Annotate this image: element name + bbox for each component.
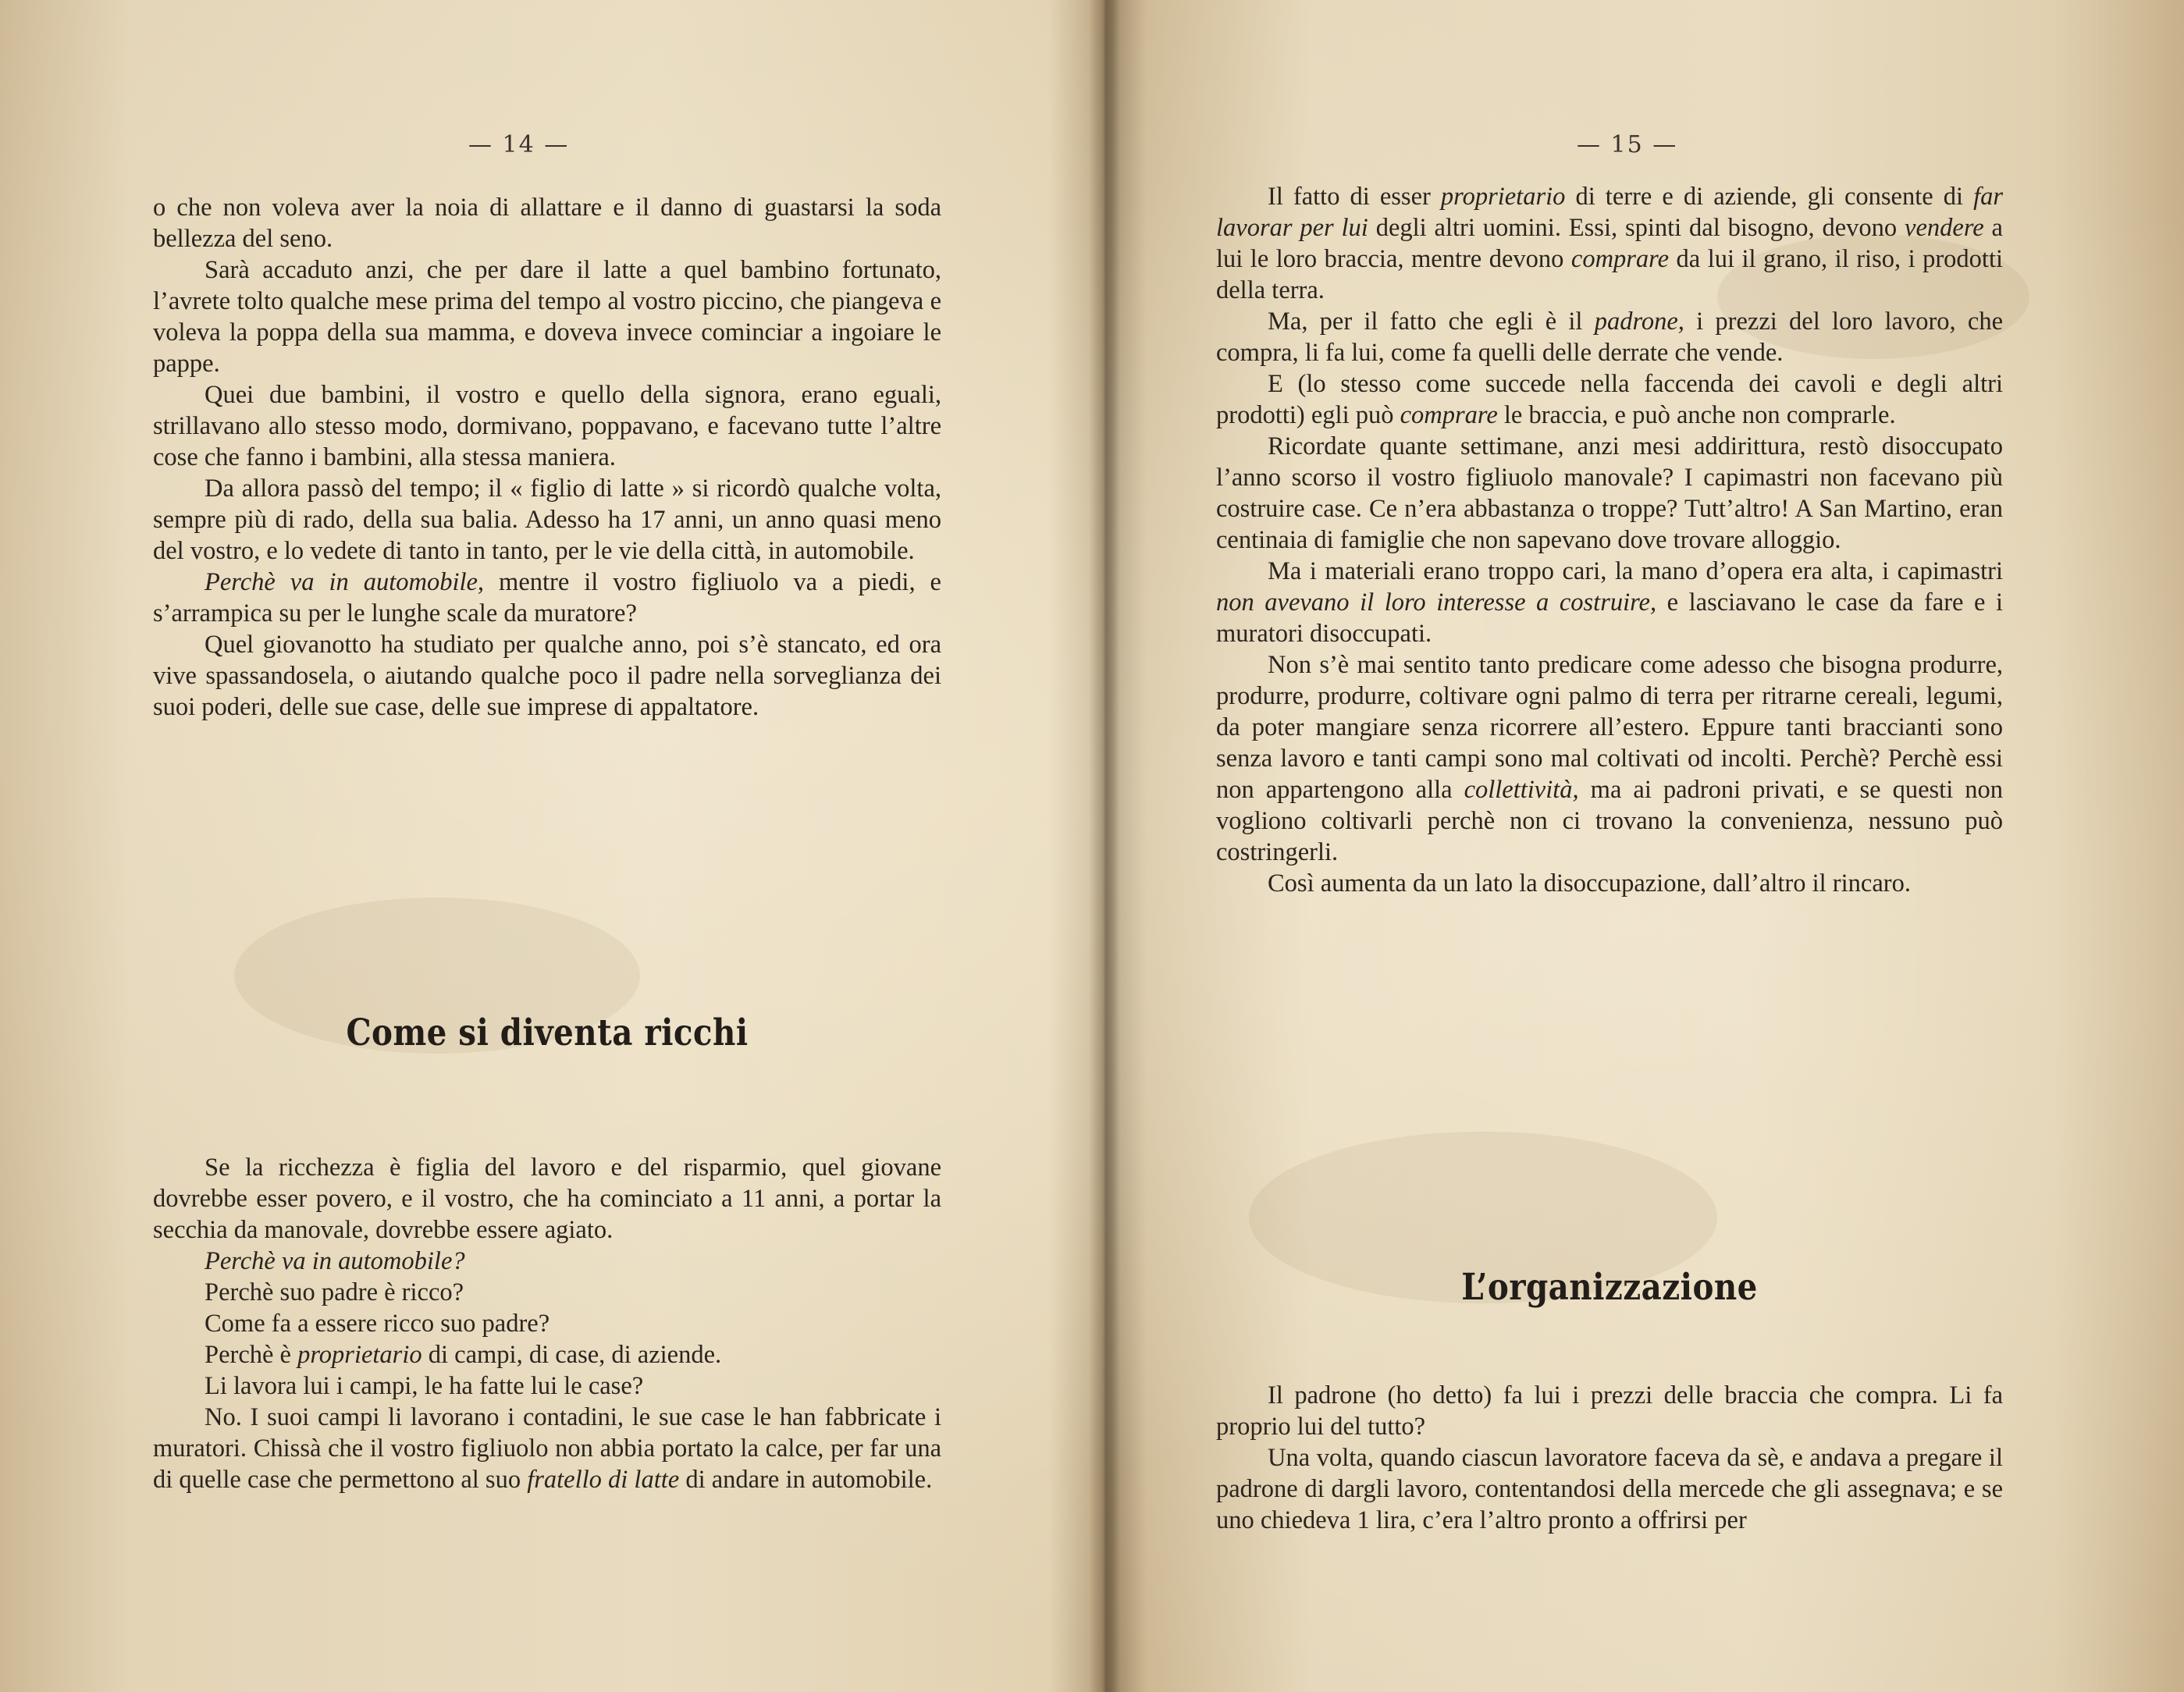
section-heading: [1216, 1266, 2003, 1309]
paragraph: Così aumenta da un lato la disoccupazione, dall’altro il rincaro.: [1268, 869, 1911, 898]
text-span: di andare in automobile.: [679, 1466, 933, 1494]
italic-phrase: comprare: [1400, 401, 1498, 429]
text-span: di terre e di aziende, gli consente di: [1565, 183, 1974, 211]
text-span: Non s’è mai sentito tanto predicare come adesso che bisogna produrre, produrre, produrre, coltivare ogni palmo di terra per ritrarne cereali, legumi, da poter mangiare senza ricorrere all’estero. Eppure tanti braccianti sono senza lavoro e tanti campi sono mal coltivati od incolti. Perchè? Perchè essi non appartengono alla: [1216, 651, 2003, 804]
italic-phrase: comprare: [1570, 245, 1670, 273]
paragraph: [153, 1402, 941, 1495]
text-span: E (lo stesso come succede nella faccenda dei cavoli e degli altri prodotti) egli può: [1216, 370, 2003, 429]
paragraph: [1216, 181, 2003, 306]
paragraph: [1216, 306, 2003, 368]
text-block: [1216, 1380, 2003, 1536]
text-span: Ma i materiali erano troppo cari, la mano d’opera era alta, i capimastri: [1268, 557, 2003, 585]
paragraph: Se la ricchezza è figlia del lavoro e del risparmio, quel giovane dovrebbe esser povero, e il vostro, che ha cominciato a 11 anni, a portar la secchia da manovale, dovrebbe essere agiato.: [153, 1153, 941, 1244]
italic-phrase: vendere: [1905, 214, 1984, 242]
heading-text: L’organizzazione: [1461, 1266, 1758, 1309]
italic-phrase: proprietario: [297, 1341, 422, 1369]
paragraph: [1216, 368, 2003, 431]
italic-phrase: fratello di latte: [527, 1466, 680, 1494]
text-span: e lasciavano le case da fare e i muratori disoccupati.: [1216, 588, 2003, 648]
text-span: le braccia, e può anche non comprarle.: [1497, 401, 1896, 429]
italic-phrase: non avevano il loro interesse a costruire,: [1216, 588, 1657, 617]
text-span: Il fatto di esser: [1268, 183, 1441, 211]
paragraph: [1216, 649, 2003, 868]
question-line: Li lavora lui i campi, le ha fatte lui le case?: [205, 1372, 644, 1400]
italic-phrase: far lavorar per lui: [1216, 183, 2003, 242]
paragraph: Ricordate quante settimane, anzi mesi addirittura, restò disoccupato l’anno scorso il vostro figliuolo manovale? I capimastri non facevano più costruire case. Ce n’era abbastanza o troppe? Tutt’altro! A San Martino, eran centinaia di famiglie che non sapevano dove trovare alloggio.: [1216, 432, 2003, 554]
italic-phrase: Perchè va in automobile?: [205, 1247, 465, 1275]
right-page: [1108, 0, 2184, 1692]
question-line: [153, 1246, 941, 1277]
question-line: Come fa a essere ricco suo padre?: [205, 1310, 550, 1338]
paragraph: [153, 567, 941, 629]
text-span: ma ai padroni privati, e se questi non vogliono coltivarli perchè non ci trovano la convenienza, nessuno può costringerli.: [1216, 776, 2003, 866]
text-span: di campi, di case, di aziende.: [422, 1341, 722, 1369]
text-span: degli altri uomini. Essi, spinti dal bisogno, devono: [1368, 214, 1905, 242]
italic-phrase: padrone,: [1594, 307, 1684, 336]
paragraph: Il padrone (ho detto) fa lui i prezzi delle braccia che compra. Li fa proprio lui del tutto?: [1216, 1381, 2003, 1441]
paragraph: Quei due bambini, il vostro e quello della signora, erano eguali, strillavano allo stesso modo, dormivano, poppavano, e facevano tutte l’altre cose che fanno i bambini, alla stessa maniera.: [153, 381, 941, 471]
page-number: — 14 —: [468, 131, 570, 158]
italic-phrase: collettività,: [1464, 776, 1579, 804]
paragraph: o che non voleva aver la noia di allattare e il danno di guastarsi la soda bellezza del seno.: [153, 194, 941, 253]
italic-phrase: Perchè va in automobile,: [205, 568, 485, 596]
question-line: [153, 1339, 941, 1370]
section-heading: [153, 1011, 941, 1054]
text-span: Ma, per il fatto che egli è il: [1268, 307, 1595, 336]
paragraph: Quel giovanotto ha studiato per qualche anno, poi s’è stancato, ed ora vive spassandosela, o aiutando qualche poco il padre nella sorveglianza dei suoi poderi, delle sue case, delle sue imprese di appaltatore.: [153, 631, 941, 721]
text-block: [1216, 181, 2003, 899]
italic-phrase: proprietario: [1440, 183, 1566, 211]
text-block: [153, 1152, 941, 1495]
paragraph: Una volta, quando ciascun lavoratore faceva da sè, e andava a pregare il padrone di dargli lavoro, contentandosi della mercede che gli assegnava; e se uno chiedeva 1 lira, c’era l’altro pronto a offrirsi per: [1216, 1444, 2003, 1534]
text-span: a lui le loro braccia, mentre devono: [1216, 214, 2003, 273]
paragraph: [1216, 556, 2003, 649]
paragraph: Sarà accaduto anzi, che per dare il latte a quel bambino fortunato, l’avrete tolto qualche mese prima del tempo al vostro piccino, che piangeva e voleva la poppa della sua mamma, e doveva invece cominciar a ingoiare le pappe.: [153, 256, 941, 378]
heading-text: Come si diventa ricchi: [346, 1011, 749, 1054]
text-span: mentre il vostro figliuolo va a piedi, e s’arrampica su per le lunghe scale da muratore?: [153, 568, 941, 627]
text-span: No. I suoi campi li lavorano i contadini, le sue case le han fabbricate i muratori. Chissà che il vostro figliuolo non abbia portato la calce, per far una di quelle case che permettono al suo: [153, 1403, 941, 1494]
page-number: — 15 —: [1577, 131, 1678, 158]
text-span: da lui il grano, il riso, i prodotti della terra.: [1216, 245, 2004, 304]
paragraph: Da allora passò del tempo; il « figlio di latte » si ricordò qualche volta, sempre più di rado, della sua balia. Adesso ha 17 anni, un anno quasi meno del vostro, e lo vedete di tanto in tanto, per le vie della città, in automobile.: [153, 475, 941, 565]
question-line: Perchè suo padre è ricco?: [205, 1278, 464, 1306]
text-span: Perchè è: [205, 1341, 298, 1369]
text-block: [153, 192, 941, 723]
text-span: i prezzi del loro lavoro, che compra, li fa lui, come fa quelli delle derrate che vende.: [1216, 307, 2003, 367]
